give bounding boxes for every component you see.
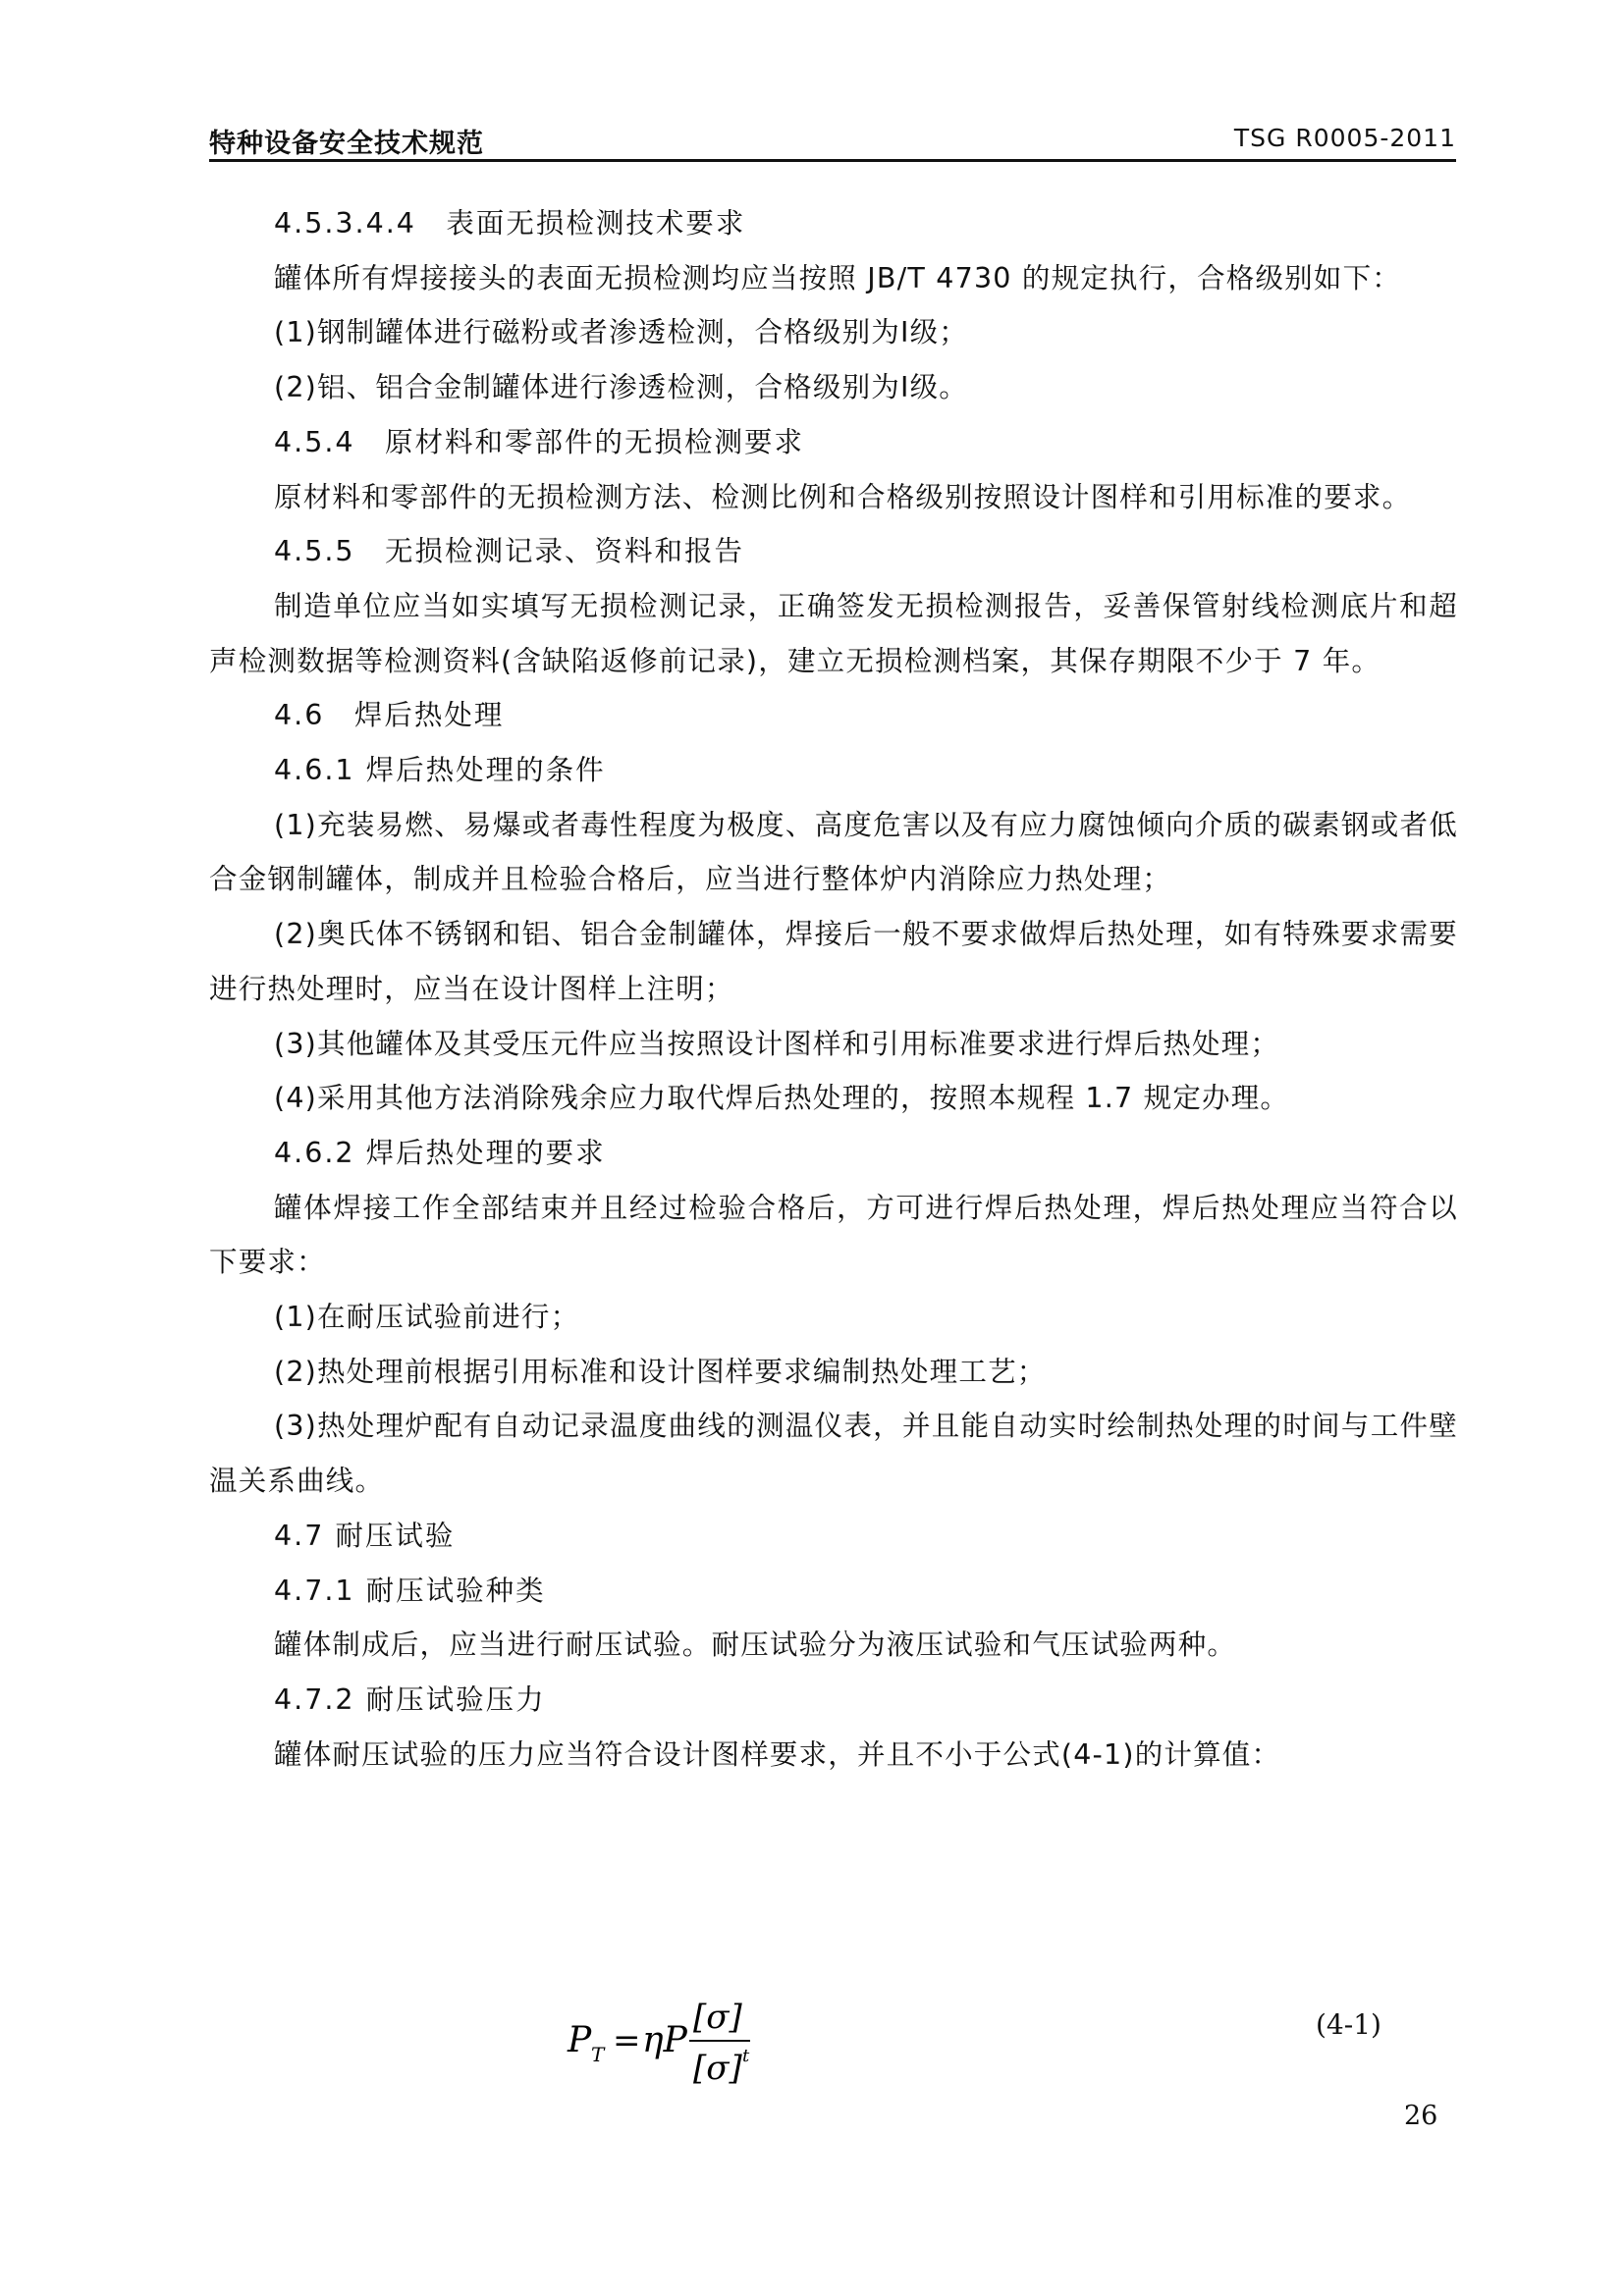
formula-coefficient: ηP bbox=[642, 2020, 687, 2060]
formula-denominator-sup: t bbox=[742, 2046, 750, 2066]
list-item: (2)奥氏体不锈钢和铝、铝合金制罐体，焊接后一般不要求做焊后热处理，如有特殊要求需要进行热处理时，应当在设计图样上注明； bbox=[209, 918, 1458, 1005]
list-item: (1)钢制罐体进行磁粉或者渗透检测，合格级别为Ⅰ级； bbox=[274, 316, 968, 349]
formula-number: (4-1) bbox=[1316, 2008, 1381, 2041]
paragraph: 罐体耐压试验的压力应当符合设计图样要求，并且不小于公式(4-1)的计算值： bbox=[274, 1737, 1281, 1771]
formula-svg bbox=[568, 1983, 784, 2091]
section-heading: 4.7.1 耐压试验种类 bbox=[274, 1574, 546, 1607]
section-heading: 4.5.3.4.4 表面无损检测技术要求 bbox=[274, 207, 746, 240]
formula-numerator: [σ] bbox=[693, 1998, 742, 2037]
list-item: (1)充装易燃、易爆或者毒性程度为极度、高度危害以及有应力腐蚀倾向介质的碳素钢或者低合金钢制罐体，制成并且检验合格后，应当进行整体炉内消除应力热处理； bbox=[209, 808, 1458, 896]
list-item: (2)热处理前根据引用标准和设计图样要求编制热处理工艺； bbox=[274, 1355, 1047, 1388]
header-code: TSG R0005-2011 bbox=[1233, 124, 1456, 152]
section-heading: 4.6.2 焊后热处理的要求 bbox=[274, 1136, 606, 1169]
list-item: (3)其他罐体及其受压元件应当按照设计图样和引用标准要求进行焊后热处理； bbox=[274, 1027, 1280, 1060]
paragraph: 原材料和零部件的无损检测方法、检测比例和合格级别按照设计图样和引用标准的要求。 bbox=[274, 480, 1412, 513]
pressure-formula bbox=[568, 1983, 784, 2091]
section-heading: 4.6.1 焊后热处理的条件 bbox=[274, 754, 606, 787]
formula-denominator: [σ] bbox=[693, 2049, 742, 2088]
paragraph: 罐体制成后，应当进行耐压试验。耐压试验分为液压试验和气压试验两种。 bbox=[274, 1629, 1237, 1662]
section-heading: 4.6 焊后热处理 bbox=[274, 699, 505, 732]
list-item: (4)采用其他方法消除残余应力取代焊后热处理的，按照本规程 1.7 规定办理。 bbox=[274, 1082, 1290, 1115]
header-title: 特种设备安全技术规范 bbox=[209, 129, 484, 159]
list-item: (3)热处理炉配有自动记录温度曲线的测温仪表，并且能自动实时绘制热处理的时间与工件壁温关系曲线。 bbox=[209, 1410, 1458, 1498]
section-heading: 4.5.4 原材料和零部件的无损检测要求 bbox=[274, 425, 805, 458]
page-header bbox=[209, 116, 1456, 162]
section-heading: 4.7 耐压试验 bbox=[274, 1519, 456, 1552]
list-item: (2)铝、铝合金制罐体进行渗透检测，合格级别为Ⅰ级。 bbox=[274, 371, 968, 404]
formula-lhs: P bbox=[568, 2020, 592, 2060]
list-item: (1)在耐压试验前进行； bbox=[274, 1301, 580, 1334]
formula-equals: = bbox=[613, 2021, 641, 2060]
section-heading: 4.5.5 无损检测记录、资料和报告 bbox=[274, 535, 745, 568]
paragraph: 罐体所有焊接接头的表面无损检测均应当按照 JB/T 4730 的规定执行，合格级别如下： bbox=[274, 261, 1401, 294]
paragraph: 制造单位应当如实填写无损检测记录，正确签发无损检测报告，妥善保管射线检测底片和超声检测数据等检测资料(含缺陷返修前记录)，建立无损检测档案，其保存期限不少于 7 年。 bbox=[209, 589, 1458, 677]
section-heading: 4.7.2 耐压试验压力 bbox=[274, 1682, 546, 1716]
formula-lhs-sub: T bbox=[591, 2043, 605, 2066]
paragraph: 罐体焊接工作全部结束并且经过检验合格后，方可进行焊后热处理，焊后热处理应当符合以下要求： bbox=[209, 1191, 1458, 1279]
document-body bbox=[209, 196, 1458, 1782]
page-number: 26 bbox=[1404, 2101, 1438, 2131]
